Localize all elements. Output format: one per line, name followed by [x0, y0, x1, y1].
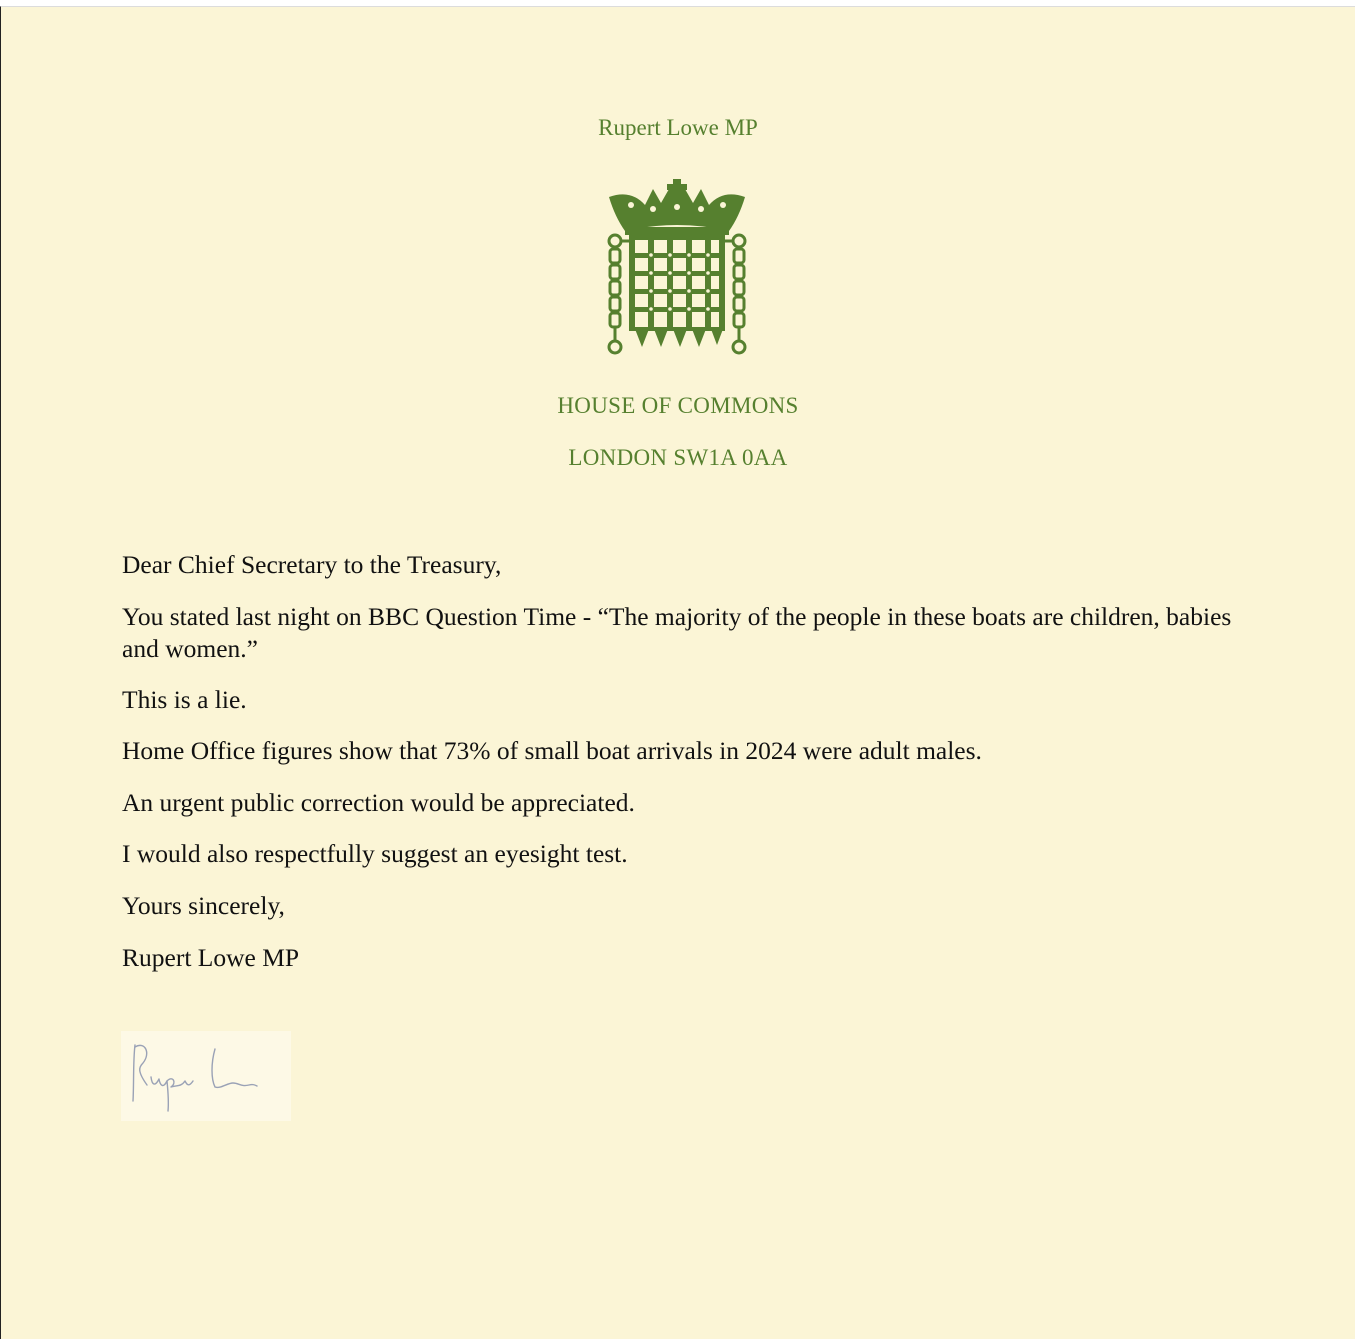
paragraph: An urgent public correction would be appreciated.	[122, 788, 635, 817]
paragraph: Home Office figures show that 73% of small boat arrivals in 2024 were adult males.	[122, 736, 982, 765]
address-line-1: HOUSE OF COMMONS	[557, 393, 799, 418]
letter-page	[0, 6, 1355, 1339]
letterhead-name: Rupert Lowe MP	[598, 115, 758, 140]
signatory-name: Rupert Lowe MP	[122, 943, 300, 972]
paragraph: You stated last night on BBC Question Time - “The majority of the people in these boats are children, babies and women.”	[122, 602, 1232, 663]
address-line-2: LONDON SW1A 0AA	[568, 445, 788, 470]
handwritten-signature	[121, 1031, 291, 1121]
paragraph: I would also respectfully suggest an eyesight test.	[122, 839, 628, 868]
closing: Yours sincerely,	[122, 891, 285, 920]
paragraph: This is a lie.	[122, 685, 247, 714]
portcullis-crown-icon	[601, 179, 753, 359]
salutation: Dear Chief Secretary to the Treasury,	[122, 550, 502, 579]
